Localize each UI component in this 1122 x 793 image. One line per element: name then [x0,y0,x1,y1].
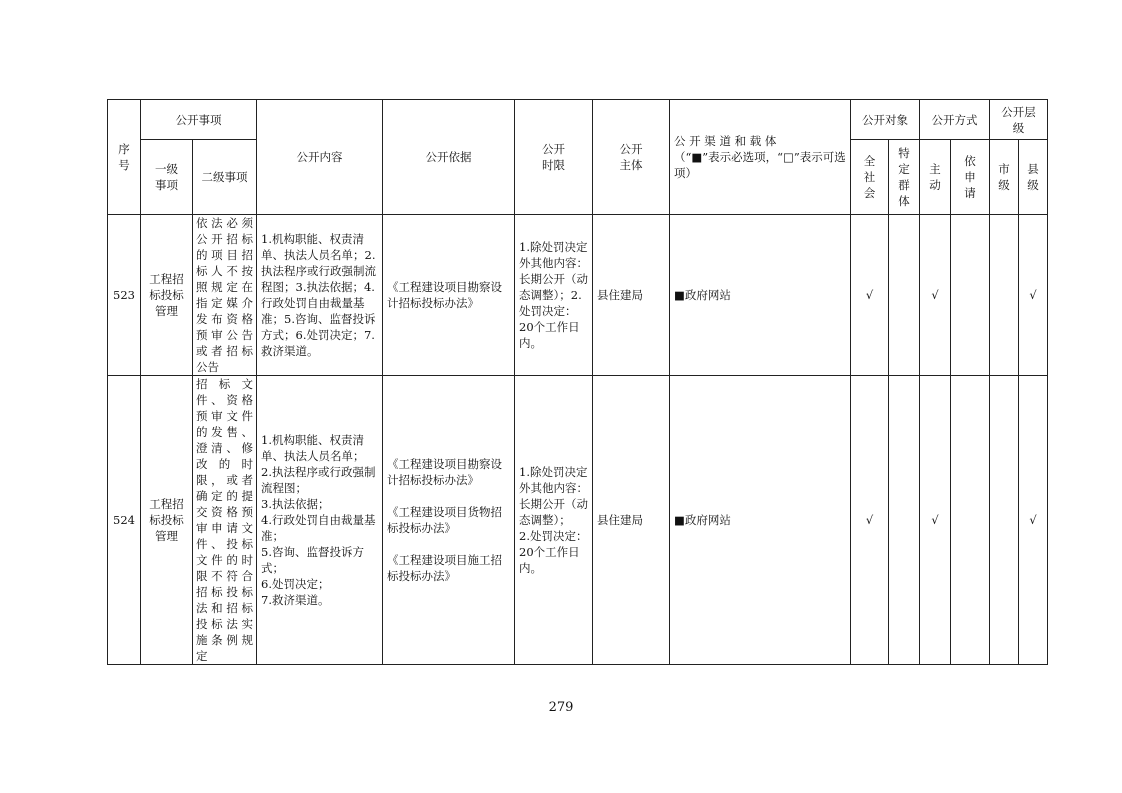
cell-channel: ■政府网站 [670,376,851,665]
basis-item: 《工程建设项目勘察设计招标投标办法》 [387,457,502,487]
cell-method-active: √ [920,376,951,665]
cell-level-city [990,215,1019,376]
cell-content: 1.机构职能、权责清单、执法人员名单； 2.执法程序或行政强制流程图； 3.执法依据； 4.行政处罚自由裁量基准； 5.咨询、监督投诉方式； 6.处罚决定； 7.救济渠道。 [257,376,383,665]
cell-audience-specific [889,215,920,376]
cell-method-active: √ [920,215,951,376]
header-level2: 二级事项 [193,140,257,215]
cell-basis: 《工程建设项目勘察设计招标投标办法》 [383,215,515,376]
cell-audience-all: √ [851,376,889,665]
header-audience: 公开对象 [851,100,920,140]
header-level-county: 县级 [1019,140,1048,215]
cell-level1: 工程招标投标管理 [141,376,193,665]
table-row [108,215,1048,376]
cell-subject: 县住建局 [593,215,670,376]
cell-level2: 依法必须公开招标的项目招标人不按照规定在指定媒介发布资格预审公告或者招标公告 [193,215,257,376]
cell-channel: ■政府网站 [670,215,851,376]
cell-method-request [951,376,990,665]
header-row-1 [108,100,1048,140]
header-level-city: 市级 [990,140,1019,215]
header-item: 公开事项 [141,100,257,140]
cell-level-county: √ [1019,215,1048,376]
page-number: 279 [548,700,574,715]
table-row [108,376,1048,665]
cell-method-request [951,215,990,376]
header-seq: 序号 [108,100,141,215]
cell-level-county: √ [1019,376,1048,665]
cell-basis [383,376,515,665]
cell-level1: 工程招标投标管理 [141,215,193,376]
cell-content: 1.机构职能、权责清单、执法人员名单；2.执法程序或行政强制流程图；3.执法依据；4.行政处罚自由裁量基准；5.咨询、监督投诉方式；6.处罚决定；7.救济渠道。 [257,215,383,376]
disclosure-table [107,99,1048,665]
header-audience-all: 全社会 [851,140,889,215]
header-method: 公开方式 [920,100,990,140]
header-level: 公开层级 [990,100,1048,140]
cell-subject: 县住建局 [593,376,670,665]
header-channel: 公 开 渠 道 和 载 体 （“■”表示必选项，“□”表示可选项） [670,100,851,215]
cell-seq: 523 [108,215,141,376]
header-time-limit: 公开时限 [515,100,593,215]
header-audience-specific: 特定群体 [889,140,920,215]
basis-item: 《工程建设项目施工招标投标办法》 [387,553,502,583]
header-content: 公开内容 [257,100,383,215]
header-basis: 公开依据 [383,100,515,215]
cell-time-limit: 1.除处罚决定外其他内容：长期公开（动态调整）； 2.处罚决定：20个工作日内。 [515,376,593,665]
cell-level-city [990,376,1019,665]
header-subject: 公开主体 [593,100,670,215]
header-method-request: 依申请 [951,140,990,215]
cell-seq: 524 [108,376,141,665]
cell-audience-specific [889,376,920,665]
header-level1: 一级事项 [141,140,193,215]
cell-time-limit: 1.除处罚决定外其他内容：长期公开（动态调整）；2.处罚决定：20个工作日内。 [515,215,593,376]
header-method-active: 主动 [920,140,951,215]
cell-level2: 招标文件、资格预审文件的发售、澄清、修改的时限，或者确定的提交资格预审申请文件、投标文件的时限不符合招标投标法和招标投标法实施条例规定 [193,376,257,665]
basis-item: 《工程建设项目货物招标投标办法》 [387,505,502,535]
cell-audience-all: √ [851,215,889,376]
